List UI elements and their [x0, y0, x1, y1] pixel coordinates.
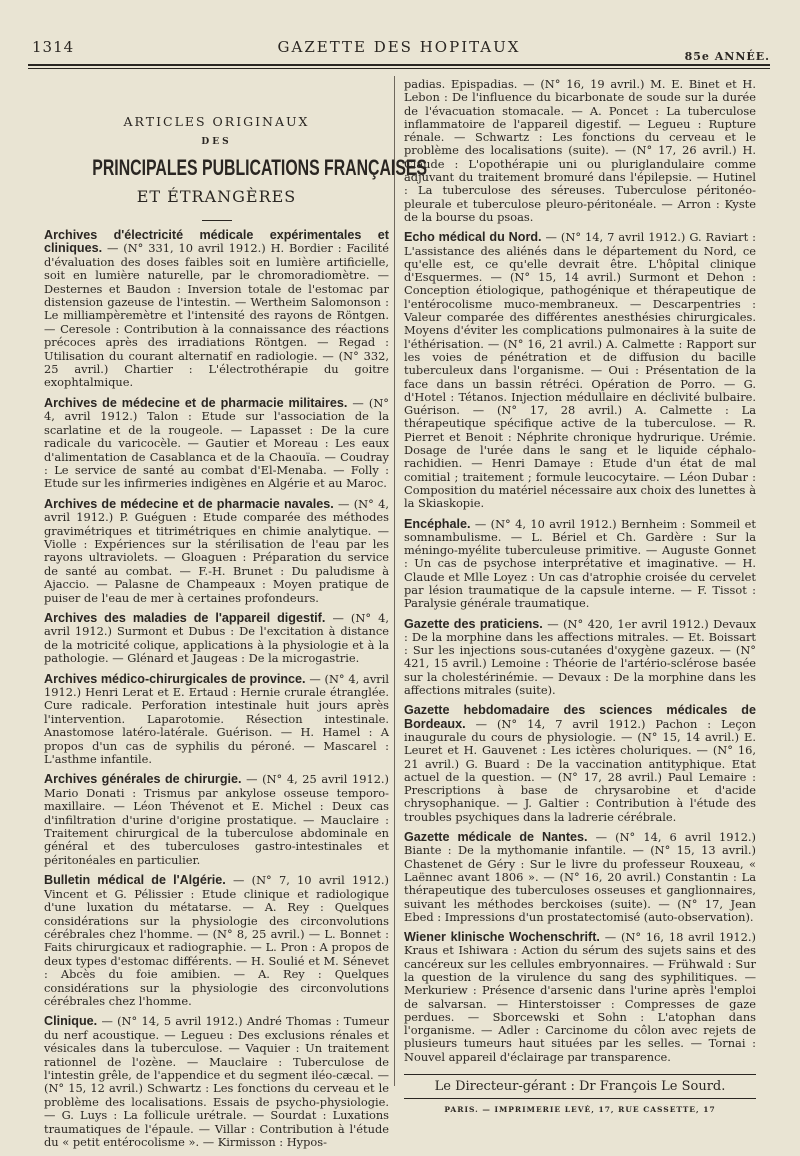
- page-header: [28, 28, 770, 62]
- footer-rule-bottom: [404, 1098, 756, 1099]
- section-subtitle-des: DES: [201, 137, 232, 147]
- section-rule: [202, 220, 232, 221]
- entry-body: — (N° 4, avril 1912.) Henri Lerat et E. Ertaud : Hernie crurale étranglée. Cure radicale. Perforation intestinale huit jours après l'intervention. Laparotomie. Résection intestinale. Anastomose latéro-latérale. Guérison. — H. Hamel : A propos d'un cas de syphilis du péroné. — Mascarel : L'asthme infantile.: [44, 671, 389, 767]
- entry-body: — (N° 4, avril 1912.) Talon : Etude sur l'association de la scarlatine et de la rougeole. — Lapasset : De la cure radicale du varicocèle. — Gautier et Moreau : Les eaux d'alimentation de Casablanca et de la Chaouïa. — Coudray : Le service de santé au combat d'El-Menaba. — Folly : Etude sur les infirmeries indigènes en Algérie et au Maroc.: [44, 395, 389, 491]
- entry-body: — (N° 14, 7 avril 1912.) G. Raviart : L'assistance des aliénés dans le département du Nord, ce qu'elle est, ce qu'elle devrait être. L'hôpital clinique d'Esquermes. — (N° 15, 14 avril.) Surmont et Dehon : Conception étiologique, pathogénique et thérapeutique de l'entérocolisme muco-membraneux. — Descarpentries : Valeur comparée des différentes anesthésies chirurgicales. Moyens d'éviter les complications pulmonaires à la suite de l'éthérisation. — (N° 16, 21 avril.) A. Calmette : Rapport sur les voies de pénétration et de diffusion du bacille tuberculeux dans l'organisme. — Oui : Présentation de la face dans un bassin rétréci. Opération de Porro. — G. d'Hotel : Tétanos. Injection médullaire en déclivité bulbaire. Guérison. — (N° 17, 28 avril.) A. Calmette : La thérapeutique spécifique active de la tuberculose. — R. Pierret et Benoit : Néphrite chronique hydrurique. Urémie. Dosage de l'urée dans le sang et le liquide céphalo-rachidien. — Henri Damaye : Etude d'un état de mal comitial ; traitement ; formule leucocytaire. — Léon Dubar : Composition du matériel nécessaire aux choix des lunettes à la Skiaskopie.: [404, 230, 756, 511]
- journal-heading: Gazette hebdomadaire des sciences médicales de Bordeaux.: [404, 703, 756, 731]
- entry-body: — (N° 14, 7 avril 1912.) Pachon : Leçon inaugurale du cours de physiologie. — (N° 15, 14 avril.) E. Leuret et H. Gauvenet : Les ictères choluriques. — (N° 16, 21 avril.) G. Buard : De la vaccination antityphique. Etat actuel de la question. — (N° 17, 28 avril.) Paul Lemaire : Prescriptions à base de chrysarobine et d'acide chrysophanique. — J. Galtier : Contribution à l'étude des troubles psychiques dans la ladrerie cérébrale.: [404, 716, 756, 824]
- article-entry: [44, 773, 389, 867]
- journal-heading: Encéphale.: [404, 516, 471, 531]
- journal-heading: Archives des maladies de l'appareil digestif.: [44, 610, 326, 625]
- article-entry: [44, 673, 389, 767]
- article-entry: [44, 229, 389, 390]
- article-entry: [404, 231, 756, 510]
- section-headline: PRINCIPALES PUBLICATIONS FRANÇAISES: [92, 155, 428, 180]
- header-rule: [28, 64, 770, 66]
- journal-heading: Archives de médecine et de pharmacie militaires.: [44, 395, 348, 410]
- entry-body: — (N° 420, 1er avril 1912.) Devaux : De la morphine dans les affections mitrales. — Et. Boissart : Sur les injections sous-cutanées d'oxygène gazeux. — (N° 421, 15 avril.) Lemoine : Théorie de l'artério-sclérose basée sur la cholestérinémie. — Devaux : De la morphine dans les affections mitrales (suite).: [404, 616, 756, 698]
- journal-heading: Wiener klinische Wochenschrift.: [404, 930, 600, 945]
- year-label: 85e ANNÉE.: [684, 50, 770, 63]
- journal-heading: Bulletin médical de l'Algérie.: [44, 873, 226, 888]
- left-entries: [44, 229, 389, 1149]
- entry-body: padias. Epispadias. — (N° 16, 19 avril.) M. E. Binet et H. Lebon : De l'influence du bicarbonate de soude sur la durée de l'évacuation stomacale. — A. Poncet : La tuberculose inflammatoire de l'appareil digestif. — Legueu : Rupture rénale. — Schwartz : Les fonctions du cerveau et le problème des localisations (suite). — (N° 17, 26 avril.) H. Claude : L'opothérapie uni ou pluriglandulaire comme adjuvant du traitement bromuré dans l'épilepsie. — Hutinel : La tuberculose des séreuses. Tuberculose péritonéo-pleurale et tuberculose pleuro-péritonéale. — Arron : Kyste de la bourse du psoas.: [404, 77, 756, 224]
- journal-heading: Gazette des praticiens.: [404, 616, 543, 631]
- printer-line: PARIS. — IMPRIMERIE LEVÉ, 17, RUE CASSETTE, 17: [444, 1105, 716, 1115]
- article-entry: [404, 704, 756, 824]
- left-column: [44, 90, 428, 1156]
- article-entry: [44, 612, 389, 666]
- entry-body: — (N° 4, avril 1912.) Surmont et Dubus : De l'excitation à distance de la motricité colique, applications à la physiologie et à la pathologie. — Glénard et Jaugeas : De la microgastrie.: [44, 610, 389, 666]
- entry-body: — (N° 331, 10 avril 1912.) H. Bordier : Facilité d'évaluation des doses faibles soit en lumière artificielle, soit en lumière naturelle, par le chromoradiomètre. — Desternes et Baudon : Inversion totale de l'estomac par distension gazeuse de l'intestin. — Wertheim Salomonson : Le milliampèremètre et l'intensité des rayons de Röntgen. — Ceresole : Contribution à la connaissance des réactions précoces après des irradiations Röntgen. — Regad : Utilisation du courant alternatif en radiologie. — (N° 332, 25 avril.) Chartier : L'électrothérapie du goitre exophtalmique.: [44, 241, 389, 390]
- article-entry: [44, 874, 389, 1008]
- article-entry: [404, 831, 756, 924]
- right-entries: [404, 78, 756, 1064]
- entry-body: — (N° 14, 6 avril 1912.) Biante : De la mythomanie infantile. — (N° 15, 13 avril.) Chastenet de Géry : Sur le livre du professeur Rouxeau, « Laënnec avant 1806 ». — (N° 16, 20 avril.) Constantin : La thérapeutique des tuberculoses osseuses et ganglionnaires, suivant les méthodes berckoises (suite). — (N° 17, Jean Ebed : Impressions d'un prostatectomisé (auto-observation).: [404, 830, 756, 924]
- article-entry: [44, 397, 389, 491]
- journal-heading: Echo médical du Nord.: [404, 230, 542, 245]
- header-rule-thin: [28, 68, 770, 69]
- journal-heading: Archives de médecine et de pharmacie navales.: [44, 496, 334, 511]
- director-line: Le Directeur-gérant : Dr François Le Sourd.: [434, 1079, 726, 1095]
- article-entry: [404, 931, 756, 1064]
- section-title: ARTICLES ORIGINAUX: [123, 114, 310, 129]
- entry-body: — (N° 4, 10 avril 1912.) Bernheim : Sommeil et somnambulisme. — L. Bériel et Ch. Gardère : Sur la méningo-myélite tuberculeuse primitive. — Auguste Gonnet : Un cas de psychose interprétative et imaginative. — H. Claude et Mlle Loyez : Un cas d'atrophie croisée du cervelet par lésion traumatique de la capsule interne. — F. Tissot : Paralysie générale traumatique.: [404, 516, 756, 611]
- entry-body: — (N° 4, avril 1912.) P. Guéguen : Etude comparée des méthodes gravimétriques et titrimétriques en chimie analytique. — Violle : Expériences sur la stérilisation de l'eau par les rayons ultraviolets. — Gloaguen : Préparation du service de santé au combat. — F.-H. Brunet : Du paludisme à Ajaccio. — Palasne de Champeaux : Moyen pratique de puiser de l'eau de mer à certaines profondeurs.: [44, 496, 389, 605]
- entry-body: — (N° 16, 18 avril 1912.) Kraus et Ishiwara : Action du sérum des sujets sains et des cancéreux sur les cellules embryonnaires. — Frühwald : Sur la question de la virulence du sang des syphilitiques. — Merkuriew : Présence d'arsenic dans l'urine après l'emploi de salvarsan. — Hinterstoisser : Compresses de gaze perdues. — Sborcewski et Sohn : L'atophan dans l'organisme. — Adler : Carcinome du côlon avec rejets de plusieurs tumeurs haut situées par les selles. — Tornai : Nouvel appareil d'éclairage par transparence.: [404, 930, 756, 1064]
- entry-body: — (N° 4, 25 avril 1912.) Mario Donati : Trismus par ankylose osseuse temporo-maxillaire. — Léon Thévenot et E. Michel : Deux cas d'infiltration d'urine d'origine prostatique. — Mauclaire : Traitement chirurgical de la tuberculose abdominale en général et des tuberculoses gastro-intestinales et péritonéales en particulier.: [44, 772, 389, 867]
- journal-heading: Gazette médicale de Nantes.: [404, 830, 588, 845]
- article-entry: [404, 78, 756, 224]
- journal-heading: Clinique.: [44, 1014, 98, 1029]
- article-entry: [404, 618, 756, 698]
- journal-heading: Archives médico-chirurgicales de province.: [44, 671, 306, 686]
- article-entry: [44, 1015, 389, 1149]
- journal-title: GAZETTE DES HOPITAUX: [277, 38, 521, 56]
- article-entry: [404, 518, 756, 611]
- section-subheadline: ET ÉTRANGÈRES: [136, 187, 297, 206]
- journal-heading: Archives d'électricité médicale expérimentales et cliniques.: [44, 228, 389, 256]
- page-number: 1314: [32, 38, 75, 56]
- right-column: [404, 78, 756, 1114]
- newspaper-page: [28, 28, 770, 1149]
- entry-body: — (N° 7, 10 avril 1912.) Vincent et G. Pélissier : Etude clinique et radiologique d'une luxation du métatarse. — A. Rey : Quelques considérations sur la physiologie des circonvolutions cérébrales chez l'homme. — (N° 8, 25 avril.) — L. Bonnet : Faits chirurgicaux et radiographie. — L. Pron : A propos de deux types d'estomac différents. — H. Soulié et M. Sénevet : Abcès du foie amibien. — A. Rey : Quelques considérations sur la physiologie des circonvolutions cérébrales chez l'homme.: [44, 873, 389, 1008]
- entry-body: — (N° 14, 5 avril 1912.) André Thomas : Tumeur du nerf acoustique. — Legueu : Des exclusions rénales et vésicales dans la tuberculose. — Vaquier : Un traitement rationnel de l'ozène. — Mauclaire : Tuberculose de l'intestin grêle, de l'appendice et du segment iléo-cæcal. — (N° 15, 12 avril.) Schwartz : Les fonctions du cerveau et le problème des localisations. Essais de psycho-physiologie. — G. Luys : La follicule urétrale. — Sourdat : Luxations traumatiques de l'épaule. — Villar : Contribution à l'étude du « petit entérocolisme ». — Kirmisson : Hypos-: [44, 1014, 389, 1149]
- journal-heading: Archives générales de chirurgie.: [44, 772, 242, 787]
- footer-rule: [404, 1074, 756, 1075]
- article-entry: [44, 498, 389, 605]
- column-divider: [394, 76, 395, 1086]
